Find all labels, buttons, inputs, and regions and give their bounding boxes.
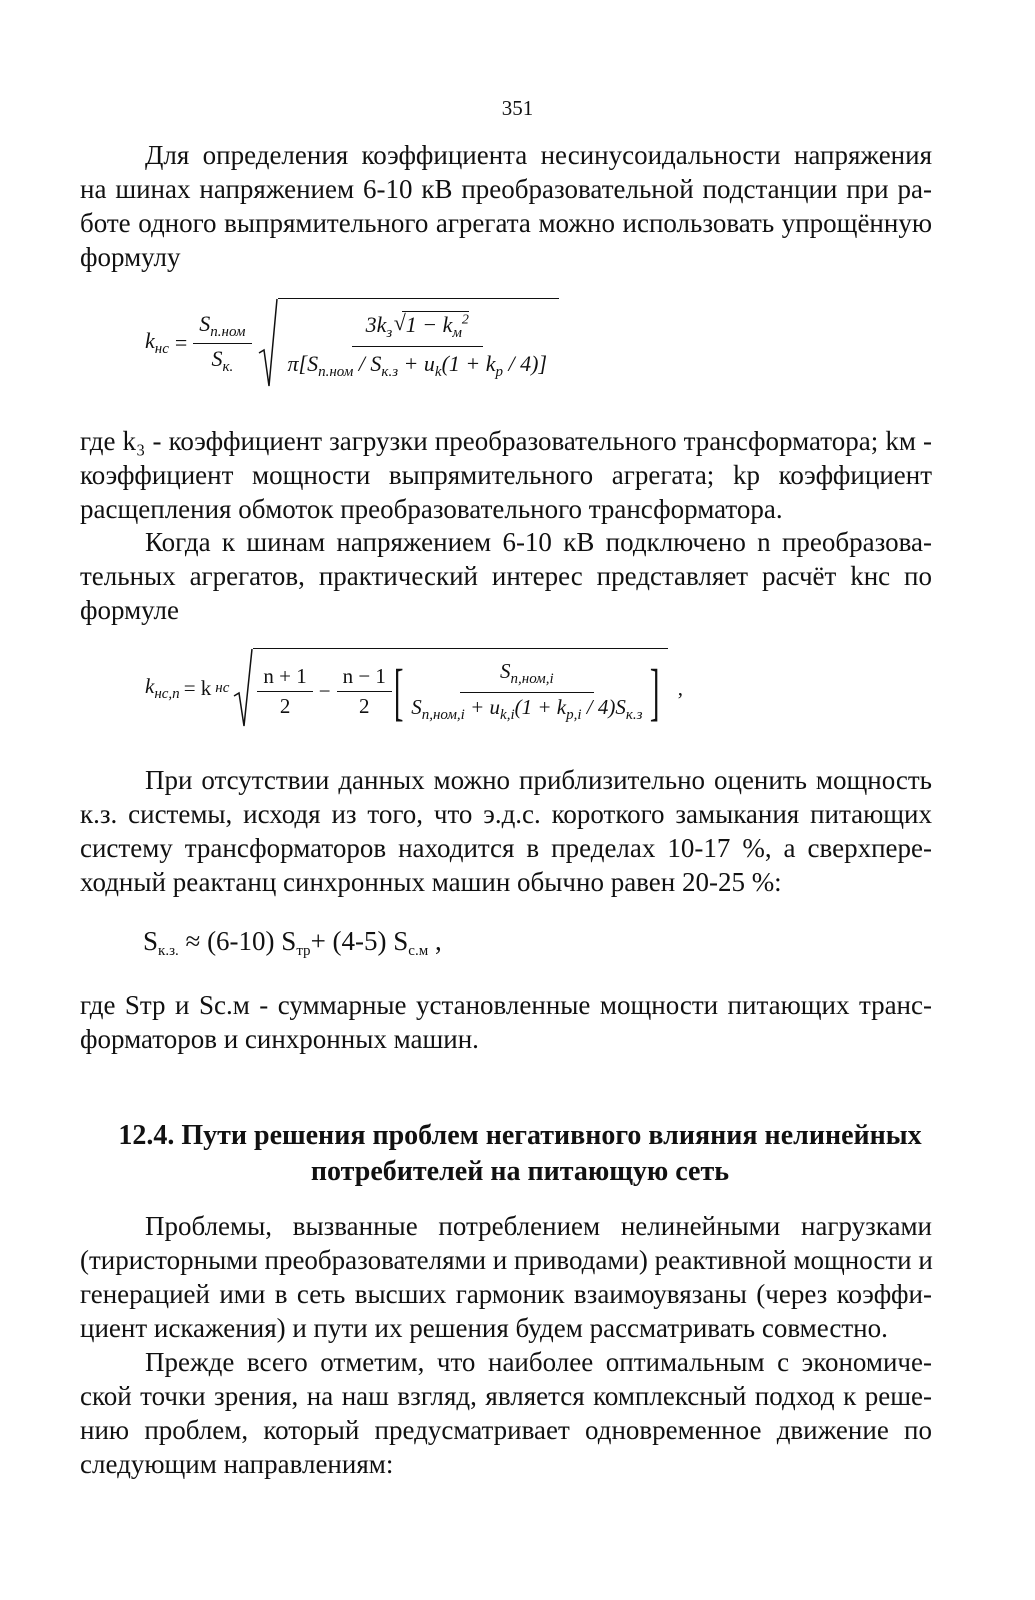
formula-skz: $S_{к.з.} \approx (6-10)$ $S_{тр}+ (4-5)$ $S_{с.м}$ , (143, 926, 442, 959)
formula-kns-n: $k_{нс,n}$ = k нс $\frac{n + 1}{2}$ − $\frac{n - 1}{2}$ [ $\frac{S_{п,ном,i}}{S_{п,ном,i} + u_{k,i}(1 + k_{p,i} / 4)S_{к.з}}$ ] , (145, 648, 683, 728)
radical-sign-icon (258, 298, 278, 388)
text-line: Для определения коэффициента несинусоидальности напряжения (145, 140, 932, 170)
fraction: $\frac{S_{п.ном}}{S_{к.}}$ (193, 311, 251, 376)
text-line: При отсутствии данных можно приблизительно оценить мощность (145, 765, 932, 795)
radical-sign-icon (233, 648, 253, 728)
text-line: ходный реактанц синхронных машин обычно равен 20-25 %: (80, 867, 782, 897)
text-line: циент искажения) и пути их решения будем рассматривать совместно. (80, 1313, 888, 1343)
text-line: к.з. системы, исходя из того, что э.д.с. короткого замыкания питающих (80, 799, 932, 829)
text-line: где k₃ - коэффициент загрузки преобразовательного трансформатора; kм - (80, 426, 932, 456)
text-line: нию проблем, который предусматривает одновременное движение по (80, 1415, 932, 1445)
text-line: форматоров и синхронных машин. (80, 1024, 479, 1054)
paragraph-definitions (80, 424, 932, 526)
formula-kns: $k_{нс}$ = $\frac{S_{п.ном}}{S_{к.}}$ $3k_з$ √ $1 - k_м^2$ $\pi[S_{п.ном} / S_{к.з} + u_k(1 + k_р / 4)]$ (145, 298, 559, 388)
text-line: на шинах напряжением 6-10 кВ преобразовательной подстанции при ра- (80, 174, 932, 204)
text-line: формулу (80, 242, 181, 272)
paragraph-estimate (80, 763, 932, 899)
paragraph-where (80, 988, 932, 1056)
text-line: генерацией ими в сеть высших гармоник взаимоувязаны (через коэффи- (80, 1279, 932, 1309)
text-line: ской точки зрения, на наш взгляд, является комплексный подход к реше- (80, 1381, 932, 1411)
text-line: расщепления обмоток преобразовательного трансформатора. (80, 494, 783, 524)
text-line: следующим направлениям: (80, 1449, 394, 1479)
text-line: систему трансформаторов находится в пределах 10-17 %, а сверхпере- (80, 833, 932, 863)
text-line: (тиристорными преобразователями и приводами) реактивной мощности и (80, 1245, 933, 1275)
paragraph-n-units (80, 525, 932, 627)
radical: $3k_з$ √ $1 - k_м^2$ $\pi[S_{п.ном} / S_{к.з} + u_k(1 + k_р / 4)]$ (258, 298, 560, 388)
text-line: Проблемы, вызванные потреблением нелинейными нагрузками (145, 1211, 932, 1241)
paragraph-problems (80, 1209, 932, 1345)
text-line: боте одного выпрямительного агрегата можно использовать упрощённую (80, 208, 932, 238)
text-line: тельных агрегатов, практический интерес представляет расчёт kнс по (80, 561, 932, 591)
text-line: коэффициент мощности выпрямительного агрегата; kр коэффициент (80, 460, 932, 490)
text-line: формуле (80, 595, 179, 625)
text-line: Прежде всего отметим, что наиболее оптимальным с экономиче- (145, 1347, 932, 1377)
heading-line: потребителей на питающую сеть (310, 1156, 730, 1187)
radical: $\frac{n + 1}{2}$ − $\frac{n - 1}{2}$ [ $\frac{S_{п,ном,i}}{S_{п,ном,i} + u_{k,i}(1 + k_{p,i} / 4)S_{к.з}}$ ] (233, 648, 667, 728)
paragraph-approach (80, 1345, 932, 1481)
section-heading (80, 1118, 960, 1190)
paragraph-intro (80, 138, 932, 274)
heading-line: 12.4. Пути решения проблем негативного влияния нелинейных (118, 1120, 922, 1151)
text-line: Когда к шинам напряжением 6-10 кВ подключено n преобразова- (145, 527, 932, 557)
page-number: 351 (501, 96, 534, 120)
text-line: где Sтр и Sс.м - суммарные установленные мощности питающих транс- (80, 990, 932, 1020)
